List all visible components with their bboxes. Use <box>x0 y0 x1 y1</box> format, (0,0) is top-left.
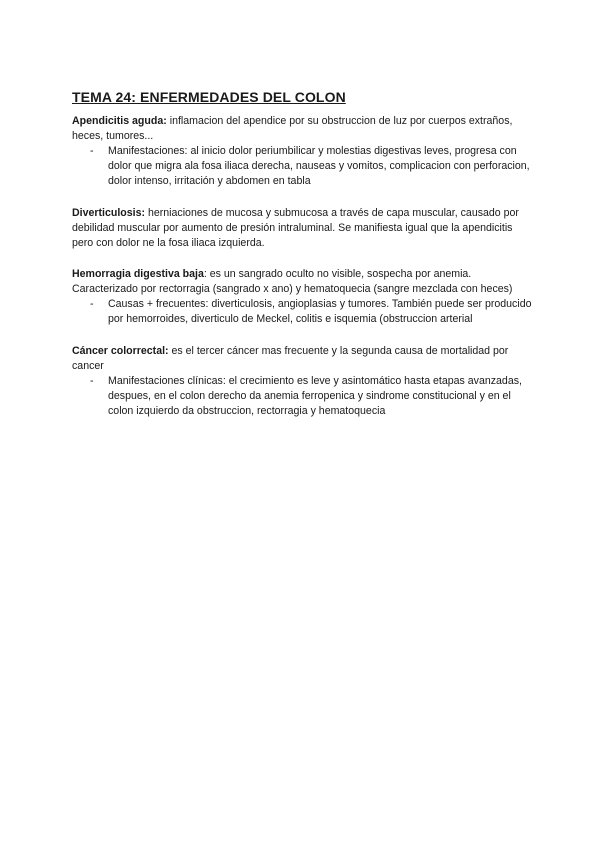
section-paragraph <box>72 344 534 374</box>
section-paragraph <box>72 267 534 297</box>
section-hemorragia <box>72 267 534 327</box>
dash-marker: - <box>90 375 94 387</box>
section-text: inflamacion del apendice por su obstruccion de luz por cuerpos extraños, heces, tumores... <box>72 115 513 142</box>
section-term: Cáncer colorrectal: <box>72 345 169 357</box>
bullet-list <box>72 374 534 419</box>
list-item-text: Manifestaciones clínicas: el crecimiento es leve y asintomático hasta etapas avanzadas, despues, en el colon derecho da anemia ferropenica y sindrome constitucional y en el colon izquierdo da obstruccion, rectorragia y hematoquecia <box>108 375 522 417</box>
list-item <box>90 144 534 189</box>
bullet-list <box>72 297 534 327</box>
section-paragraph <box>72 206 534 251</box>
page-title: TEMA 24: ENFERMEDADES DEL COLON <box>72 89 346 105</box>
dash-marker: - <box>90 298 94 310</box>
section-term: Hemorragia digestiva baja <box>72 268 204 280</box>
section-text: es el tercer cáncer mas frecuente y la segunda causa de mortalidad por cancer <box>72 345 509 372</box>
list-item-text: Causas + frecuentes: diverticulosis, angioplasias y tumores. También puede ser producido por hemorroides, diverticulo de Meckel, colitis e isquemia (obstruccion arterial <box>108 298 532 325</box>
list-item <box>90 374 534 419</box>
document-body <box>72 88 534 419</box>
bullet-list <box>72 144 534 189</box>
spacer <box>72 327 534 344</box>
dash-marker: - <box>90 145 94 157</box>
section-cancer-colorrectal <box>72 344 534 419</box>
section-apendicitis <box>72 114 534 189</box>
section-term: Apendicitis aguda: <box>72 115 167 127</box>
section-term: Diverticulosis: <box>72 207 146 219</box>
section-paragraph <box>72 114 534 144</box>
spacer <box>72 189 534 206</box>
section-text: : es un sangrado oculto no visible, sospecha por anemia. Caracterizado por rectorragia (sangrado x ano) y hematoquecia (sangre mezclada con heces) <box>72 268 513 295</box>
section-diverticulosis <box>72 206 534 251</box>
list-item <box>90 297 534 327</box>
spacer <box>72 251 534 267</box>
section-text: herniaciones de mucosa y submucosa a través de capa muscular, causado por debilidad muscular por aumento de presión intraluminal. Se manifiesta igual que la apendicitis pero con dolor ne la fosa iliaca izquierda. <box>72 207 519 249</box>
list-item-text: Manifestaciones: al inicio dolor periumbilicar y molestias digestivas leves, progresa con dolor que migra ala fosa iliaca derecha, nauseas y vomitos, complicacion con perforacion, dolor intenso, irritación y abdomen en tabla <box>108 145 530 187</box>
